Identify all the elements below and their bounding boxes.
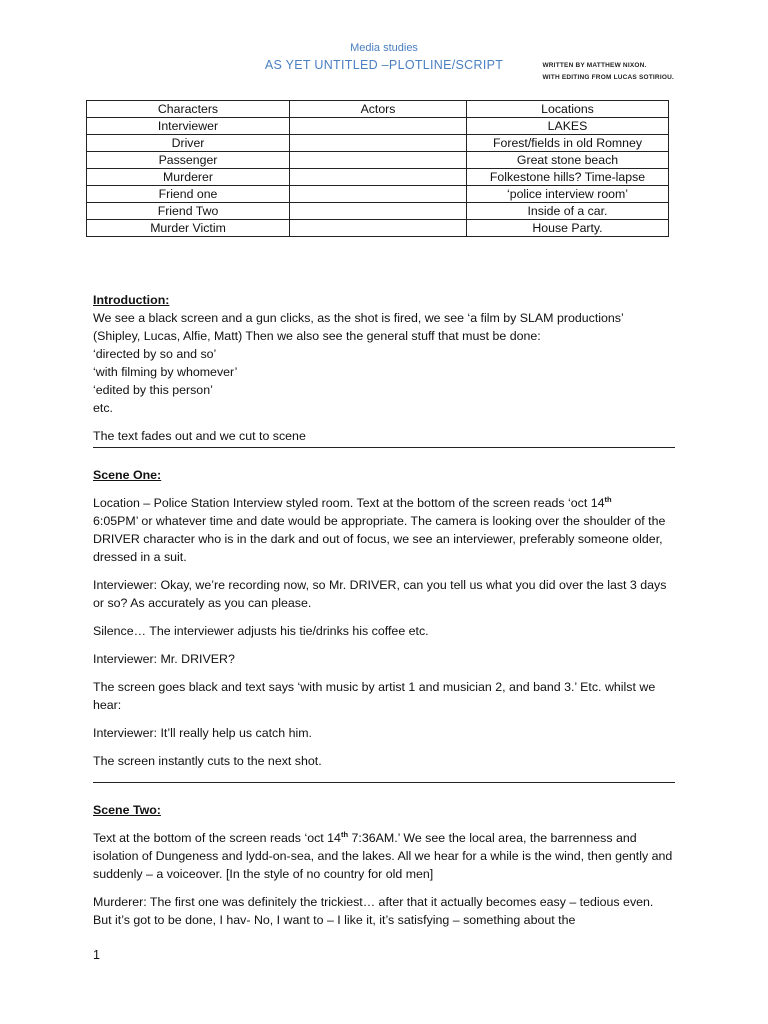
scene-paragraph bbox=[93, 829, 675, 883]
credit-editor: WITH EDITING FROM LUCAS SOTIRIOU. bbox=[542, 74, 674, 81]
scene-text: Text at the bottom of the screen reads ‘oct 14 bbox=[93, 831, 341, 845]
introduction-heading: Introduction: bbox=[93, 293, 170, 307]
table-row bbox=[87, 135, 669, 152]
character-cell: Driver bbox=[87, 135, 290, 152]
character-cell: Murder Victim bbox=[87, 220, 290, 237]
credit-writer: WRITTEN BY MATTHEW NIXON. bbox=[542, 62, 647, 69]
actor-cell bbox=[290, 169, 467, 186]
character-cell: Friend one bbox=[87, 186, 290, 203]
script-body bbox=[93, 291, 675, 939]
scene-paragraph bbox=[93, 494, 675, 566]
ordinal-suffix: th bbox=[340, 829, 349, 839]
actor-cell bbox=[290, 135, 467, 152]
scene-paragraph: Silence… The interviewer adjusts his tie/drinks his coffee etc. bbox=[93, 624, 429, 638]
scene-one-heading: Scene One: bbox=[93, 468, 162, 482]
actor-cell bbox=[290, 152, 467, 169]
intro-line: ‘directed by so and so’ bbox=[93, 347, 217, 361]
cast-locations-table bbox=[86, 100, 669, 237]
table-row bbox=[87, 152, 669, 169]
intro-line: The text fades out and we cut to scene bbox=[93, 429, 306, 443]
location-cell: Great stone beach bbox=[467, 152, 669, 169]
column-header-characters: Characters bbox=[87, 101, 290, 118]
intro-line: ‘edited by this person’ bbox=[93, 383, 213, 397]
character-cell: Interviewer bbox=[87, 118, 290, 135]
table-row bbox=[87, 203, 669, 220]
ordinal-suffix: th bbox=[604, 494, 612, 504]
scene-paragraph: Interviewer: Okay, we’re recording now, so Mr. DRIVER, can you tell us what you did over the last 3 days or so? As accurately as you can please. bbox=[93, 578, 667, 610]
actor-cell bbox=[290, 186, 467, 203]
scene-paragraph: The screen goes black and text says ‘with music by artist 1 and musician 2, and band 3.’ Etc. whilst we hear: bbox=[93, 680, 656, 712]
subject-heading: Media studies bbox=[350, 42, 418, 54]
location-cell: House Party. bbox=[467, 220, 669, 237]
table-row bbox=[87, 169, 669, 186]
character-cell: Murderer bbox=[87, 169, 290, 186]
actor-cell bbox=[290, 118, 467, 135]
scene-paragraph: Interviewer: It’ll really help us catch him. bbox=[93, 726, 312, 740]
scene-text: 6:05PM’ or whatever time and date would be appropriate. The camera is looking over the shoulder of the DRIVER character who is in the dark and out of focus, we see an interviewer, preferably someone older, dressed in a suit. bbox=[93, 514, 666, 564]
scene-text: 7:36AM.’ We see the local area, the barrenness and isolation of Dungeness and lydd-on-sea, and the lakes. All we hear for a while is the wind, then gently and suddenly – a voiceover. [In the style of no country for old men] bbox=[93, 831, 673, 881]
character-cell: Passenger bbox=[87, 152, 290, 169]
section-divider bbox=[93, 782, 675, 783]
scene-text: Location – Police Station Interview styled room. Text at the bottom of the screen reads ‘oct 14 bbox=[93, 496, 605, 510]
table-row bbox=[87, 118, 669, 135]
actor-cell bbox=[290, 220, 467, 237]
column-header-actors: Actors bbox=[290, 101, 467, 118]
scene-paragraph: Interviewer: Mr. DRIVER? bbox=[93, 652, 235, 666]
scene-two-heading: Scene Two: bbox=[93, 803, 161, 817]
actor-cell bbox=[290, 203, 467, 220]
intro-line: ‘with filming by whomever’ bbox=[93, 365, 238, 379]
character-cell: Friend Two bbox=[87, 203, 290, 220]
scene-paragraph: Murderer: The first one was definitely the trickiest… after that it actually becomes easy – tedious even. But it’s got to be done, I hav- No, I want to – I like it, it’s satisfying – something about the bbox=[93, 895, 654, 927]
location-cell: Forest/fields in old Romney bbox=[467, 135, 669, 152]
intro-line: (Shipley, Lucas, Alfie, Matt) Then we also see the general stuff that must be done: bbox=[93, 329, 541, 343]
section-divider bbox=[93, 447, 675, 448]
credits bbox=[542, 60, 674, 84]
table-header-row bbox=[87, 101, 669, 118]
location-cell: ‘police interview room’ bbox=[467, 186, 669, 203]
table-row bbox=[87, 186, 669, 203]
intro-line: etc. bbox=[93, 401, 113, 415]
location-cell: Folkestone hills? Time-lapse bbox=[467, 169, 669, 186]
location-cell: LAKES bbox=[467, 118, 669, 135]
page-number: 1 bbox=[93, 948, 100, 962]
intro-line: We see a black screen and a gun clicks, as the shot is fired, we see ‘a film by SLAM productions’ bbox=[93, 311, 624, 325]
location-cell: Inside of a car. bbox=[467, 203, 669, 220]
document-title: AS YET UNTITLED –PLOTLINE/SCRIPT bbox=[264, 58, 504, 72]
scene-paragraph: The screen instantly cuts to the next shot. bbox=[93, 754, 322, 768]
column-header-locations: Locations bbox=[467, 101, 669, 118]
table-row bbox=[87, 220, 669, 237]
